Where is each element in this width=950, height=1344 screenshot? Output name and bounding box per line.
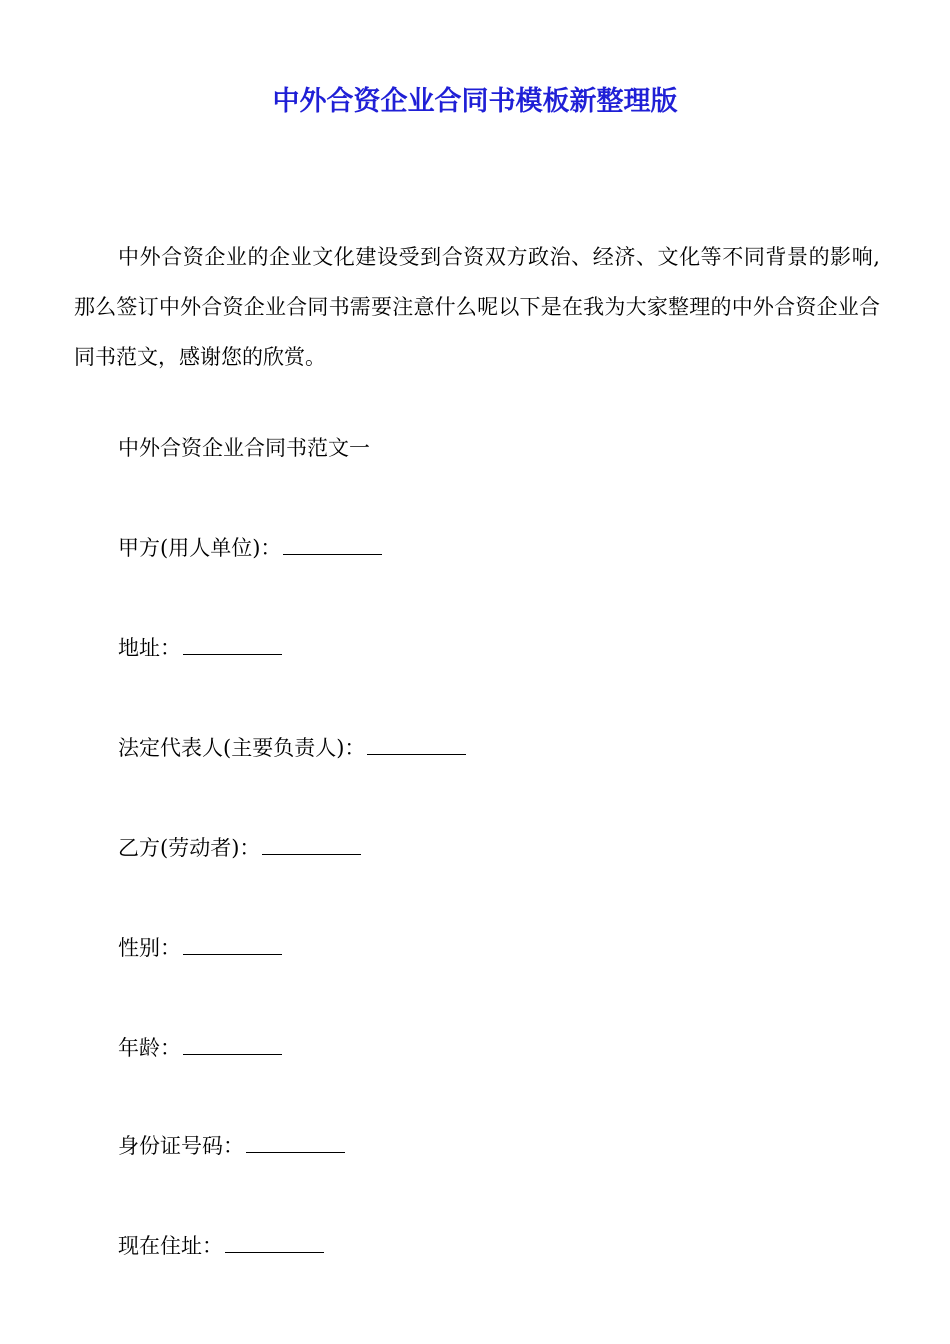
- fill-blank[interactable]: [262, 832, 361, 855]
- field-label: 现在住址：: [118, 1234, 223, 1258]
- section-heading: 中外合资企业合同书范文一: [118, 436, 370, 460]
- field-address: [118, 632, 282, 664]
- fill-blank[interactable]: [225, 1230, 324, 1253]
- field-label: 乙方(劳动者)：: [118, 836, 261, 860]
- field-label: 甲方(用人单位)：: [118, 536, 282, 560]
- field-label: 身份证号码：: [118, 1134, 244, 1158]
- intro-paragraph: 中外合资企业的企业文化建设受到合资双方政治、经济、文化等不同背景的影响,那么签订中外合资企业合同书需要注意什么呢以下是在我为大家整理的中外合资企业合同书范文，感谢您的欣赏。: [74, 245, 880, 369]
- field-label: 法定代表人(主要负责人)：: [118, 736, 366, 760]
- fill-blank[interactable]: [246, 1130, 345, 1153]
- document-title: 中外合资企业合同书模板新整理版: [272, 86, 678, 117]
- fill-blank[interactable]: [367, 732, 466, 755]
- field-party-a: [118, 532, 382, 564]
- fill-blank[interactable]: [183, 1032, 282, 1055]
- field-label: 性别：: [118, 936, 181, 960]
- field-label: 地址：: [118, 636, 181, 660]
- field-current-address: [118, 1230, 324, 1262]
- fill-blank[interactable]: [183, 932, 282, 955]
- field-legal-rep: [118, 732, 466, 764]
- field-age: [118, 1032, 282, 1064]
- field-label: 年龄：: [118, 1036, 181, 1060]
- field-gender: [118, 932, 282, 964]
- field-party-b: [118, 832, 361, 864]
- fill-blank[interactable]: [183, 632, 282, 655]
- field-id-number: [118, 1130, 345, 1162]
- fill-blank[interactable]: [283, 532, 382, 555]
